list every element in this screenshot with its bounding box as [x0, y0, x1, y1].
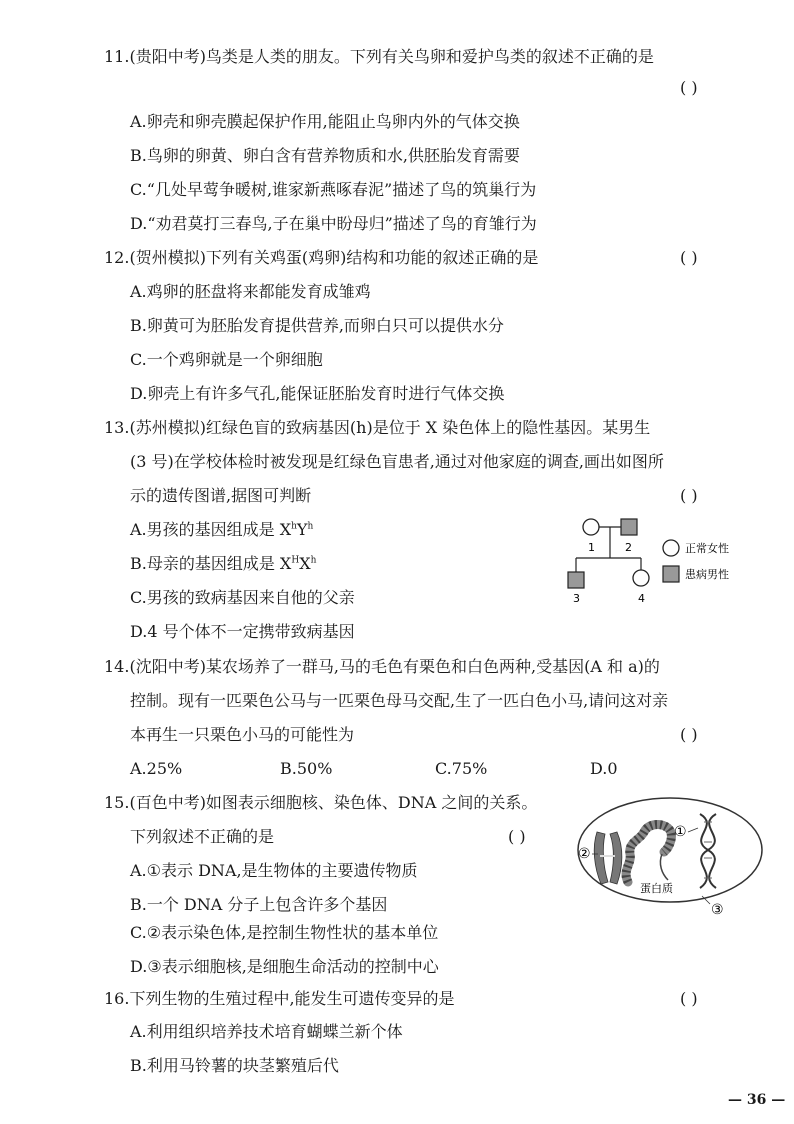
label-circled-1: ①: [674, 824, 687, 840]
q12-option-c: C.一个鸡卵就是一个卵细胞: [130, 350, 323, 369]
label-1: 1: [588, 541, 595, 554]
q13-answer-paren: ( ): [680, 486, 698, 505]
q13-stem-line3: 示的遗传图谱,据图可判断: [130, 486, 312, 505]
q13-option-a-text: A.男孩的基因组成是 X: [130, 520, 292, 539]
q12-option-b: B.卵黄可为胚胎发育提供营养,而卵白只可以提供水分: [130, 316, 504, 335]
q14-option-d: D.0: [590, 759, 618, 778]
q13-option-a-sup1: h: [291, 521, 297, 532]
q14-stem-line2: 控制。现有一匹栗色公马与一匹栗色母马交配,生了一匹白色小马,请问这对亲: [130, 691, 669, 710]
q14-option-a: A.25%: [130, 759, 183, 778]
label-2: 2: [625, 541, 632, 554]
q13-option-b-sup2: h: [310, 555, 317, 566]
q12-option-a: A.鸡卵的胚盘将来都能发育成雏鸡: [130, 282, 371, 301]
q13-option-a-sup2: h: [307, 521, 314, 532]
q15-option-b: B.一个 DNA 分子上包含许多个基因: [130, 895, 388, 914]
q13-option-b-text: B.母亲的基因组成是 X: [130, 554, 292, 573]
q12-answer-paren: ( ): [680, 248, 698, 267]
legend-male-symbol: [663, 566, 679, 582]
q11-stem: 11.(贵阳中考)鸟类是人类的朋友。下列有关鸟卵和爱护鸟类的叙述不正确的是: [104, 47, 654, 66]
individual-2-affected-male: [621, 519, 637, 535]
q16-option-a: A.利用组织培养技术培育蝴蝶兰新个体: [130, 1022, 403, 1041]
q15-stem-line1: 15.(百色中考)如图表示细胞核、染色体、DNA 之间的关系。: [104, 793, 538, 812]
q15-option-a: A.①表示 DNA,是生物体的主要遗传物质: [130, 861, 418, 880]
q11-answer-paren: ( ): [680, 78, 698, 97]
q16-answer-paren: ( ): [680, 989, 698, 1008]
q14-option-c: C.75%: [435, 759, 488, 778]
q14-answer-paren: ( ): [680, 725, 698, 744]
q13-option-b-mid: X: [299, 554, 311, 573]
pedigree-chart: [565, 510, 755, 610]
q15-answer-paren: ( ): [508, 827, 526, 846]
individual-1-normal-female: [583, 519, 599, 535]
q13-option-b-sup1: H: [291, 555, 300, 566]
nucleus-chromosome-dna-figure: [570, 792, 775, 917]
q14-option-b: B.50%: [280, 759, 333, 778]
q13-option-b: [130, 553, 316, 575]
q15-stem-line2: 下列叙述不正确的是: [130, 827, 275, 846]
q13-option-c: C.男孩的致病基因来自他的父亲: [130, 588, 355, 607]
q11-option-b: B.鸟卵的卵黄、卵白含有营养物质和水,供胚胎发育需要: [130, 146, 520, 165]
q13-stem-line1: 13.(苏州模拟)红绿色盲的致病基因(h)是位于 X 染色体上的隐性基因。某男生: [104, 418, 651, 437]
label-circled-3: ③: [711, 902, 724, 917]
q16-stem: 16.下列生物的生殖过程中,能发生可遗传变异的是: [104, 989, 455, 1008]
legend-female-label: 正常女性: [685, 542, 729, 555]
q13-option-a: [130, 519, 313, 541]
q13-option-d: D.4 号个体不一定携带致病基因: [130, 622, 355, 641]
q15-option-d: D.③表示细胞核,是细胞生命活动的控制中心: [130, 957, 439, 976]
q11-option-a: A.卵壳和卵壳膜起保护作用,能阻止鸟卵内外的气体交换: [130, 112, 520, 131]
label-protein: 蛋白质: [640, 882, 673, 895]
label-3: 3: [573, 592, 580, 605]
legend-female-symbol: [663, 540, 679, 556]
page-number: — 36 —: [728, 1092, 786, 1108]
label-4: 4: [638, 592, 645, 605]
individual-4-normal-female: [633, 570, 649, 586]
individual-3-affected-male: [568, 572, 584, 588]
label-circled-2: ②: [578, 846, 591, 862]
q13-option-a-mid: Y: [296, 520, 308, 539]
q12-option-d: D.卵壳上有许多气孔,能保证胚胎发育时进行气体交换: [130, 384, 505, 403]
q13-stem-line2: (3 号)在学校体检时被发现是红绿色盲患者,通过对他家庭的调查,画出如图所: [130, 452, 664, 471]
q15-option-c: C.②表示染色体,是控制生物性状的基本单位: [130, 923, 439, 942]
q16-option-b: B.利用马铃薯的块茎繁殖后代: [130, 1056, 339, 1075]
q12-stem: 12.(贺州模拟)下列有关鸡蛋(鸡卵)结构和功能的叙述正确的是: [104, 248, 539, 267]
q11-option-c: C.“几处早莺争暖树,谁家新燕啄春泥”描述了鸟的筑巢行为: [130, 180, 537, 199]
q14-stem-line1: 14.(沈阳中考)某农场养了一群马,马的毛色有栗色和白色两种,受基因(A 和 a)的: [104, 657, 660, 676]
q11-option-d: D.“劝君莫打三春鸟,子在巢中盼母归”描述了鸟的育雏行为: [130, 214, 537, 233]
q14-stem-line3: 本再生一只栗色小马的可能性为: [130, 725, 355, 744]
legend-male-label: 患病男性: [685, 568, 729, 581]
